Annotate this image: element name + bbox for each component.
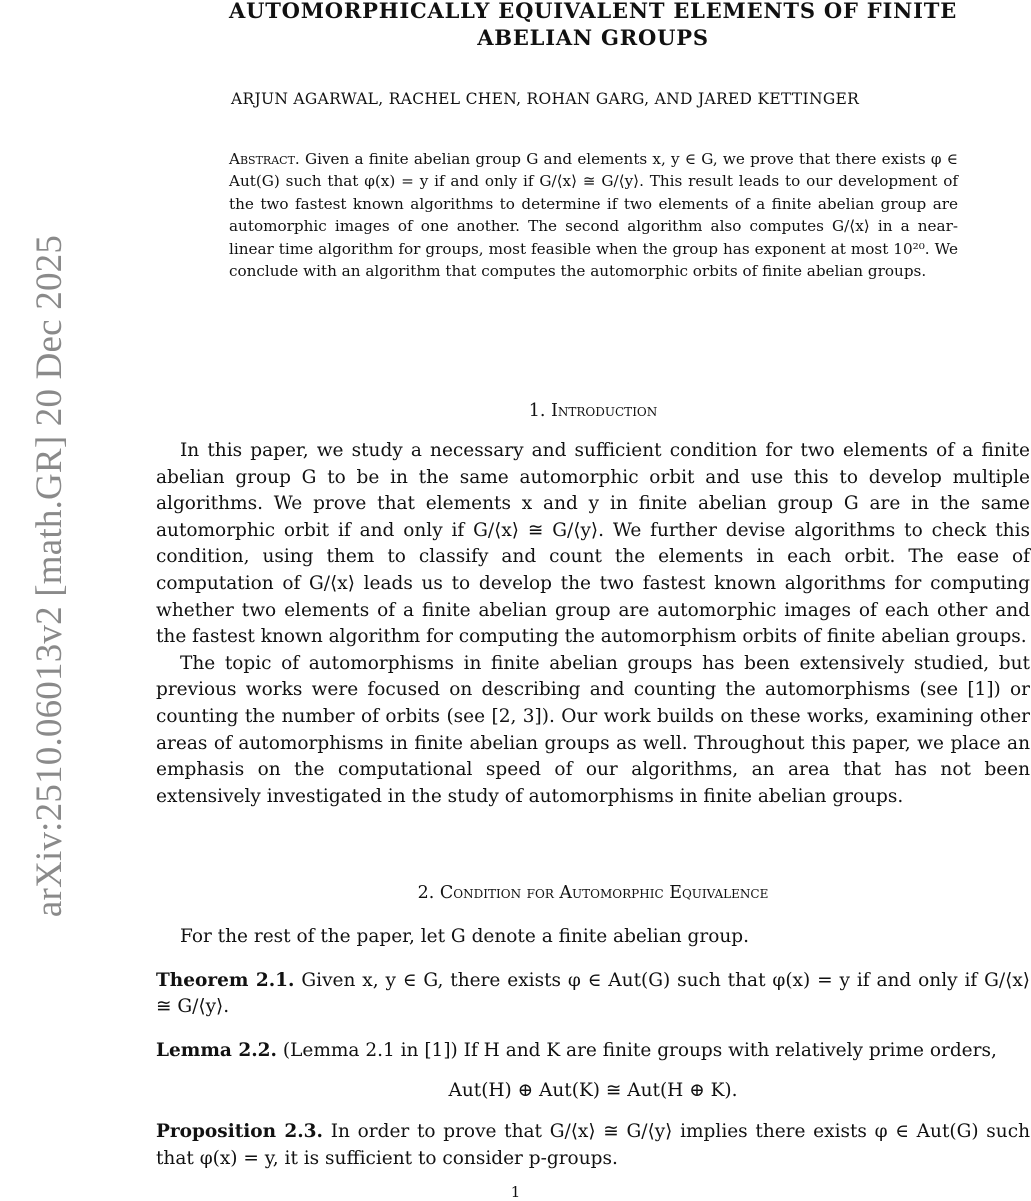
section-1-heading: 1. Introduction (528, 401, 658, 421)
paper-title (156, 0, 1030, 51)
theorem-label: Theorem 2.1. (156, 969, 295, 991)
intro-paragraph-1: In this paper, we study a necessary and sufficient condition for two elements of a finite abelian group G to be in the same automorphic orbit and use this to develop multiple algorithms. We prove that elements x and y in finite abelian group G are in the same automorphic orbit if and only if G/⟨x⟩ ≅ G/⟨y⟩. We further devise algorithms to check this condition, using them to classify and count the elements in each orbit. The ease of computation of G/⟨x⟩ leads us to develop the two fastest known algorithms for computing whether two elements of a finite abelian group are automorphic images of each other and the fastest known algorithm for computing the automorphism orbits of finite abelian groups. (156, 440, 1030, 648)
abstract-label: Abstract. (229, 150, 300, 168)
lemma-label: Lemma 2.2. (156, 1039, 277, 1061)
lemma-equation: Aut(H) ⊕ Aut(K) ≅ Aut(H ⊕ K). (448, 1080, 738, 1102)
theorem-text: Given x, y ∈ G, there exists φ ∈ Aut(G) such that φ(x) = y if and only if G/⟨x⟩ ≅ G/⟨y⟩. (156, 969, 1030, 1018)
title-line-2: ABELIAN GROUPS (477, 25, 709, 50)
lemma-2-2 (156, 1038, 1030, 1065)
section-2-heading: 2. Condition for Automorphic Equivalence (417, 883, 769, 903)
author-list: ARJUN AGARWAL, RACHEL CHEN, ROHAN GARG, AND JARED KETTINGER (231, 90, 860, 108)
theorem-2-1 (156, 968, 1030, 1021)
section-2-body (156, 924, 1030, 1172)
abstract (229, 148, 958, 282)
section-2-intro: For the rest of the paper, let G denote a finite abelian group. (180, 926, 749, 947)
lemma-text: (Lemma 2.1 in [1]) If H and K are finite groups with relatively prime orders, (282, 1039, 997, 1061)
proposition-label: Proposition 2.3. (156, 1120, 323, 1142)
proposition-text: In order to prove that G/⟨x⟩ ≅ G/⟨y⟩ implies there exists φ ∈ Aut(G) such that φ(x) = y, it is sufficient to consider p-groups. (156, 1120, 1030, 1169)
page-number: 1 (510, 1183, 521, 1201)
introduction-body (156, 438, 1030, 810)
intro-paragraph-2: The topic of automorphisms in finite abelian groups has been extensively studied, but previous works were focused on describing and counting the automorphisms (see [1]) or counting the number of orbits (see [2, 3]). Our work builds on these works, examining other areas of automorphisms in finite abelian groups as well. Throughout this paper, we place an emphasis on the computational speed of our algorithms, an area that has not been extensively investigated in the study of automorphisms in finite abelian groups. (156, 652, 1030, 807)
arxiv-side-stamp: arXiv:2510.06013v2 [math.GR] 20 Dec 2025 (29, 234, 70, 918)
title-line-1: AUTOMORPHICALLY EQUIVALENT ELEMENTS OF FINITE (229, 0, 957, 23)
abstract-text: Given a finite abelian group G and elements x, y ∈ G, we prove that there exists φ ∈ Aut(G) such that φ(x) = y if and only if G/⟨x⟩ ≅ G/⟨y⟩. This result leads to our development of the two fastest known algorithms to determine if two elements of a finite abelian group are automorphic images of one another. The second algorithm also computes G/⟨x⟩ in a near-linear time algorithm for groups, most feasible when the group has exponent at most 10²⁰. We conclude with an algorithm that computes the automorphic orbits of finite abelian groups. (229, 150, 958, 281)
proposition-2-3 (156, 1119, 1030, 1172)
